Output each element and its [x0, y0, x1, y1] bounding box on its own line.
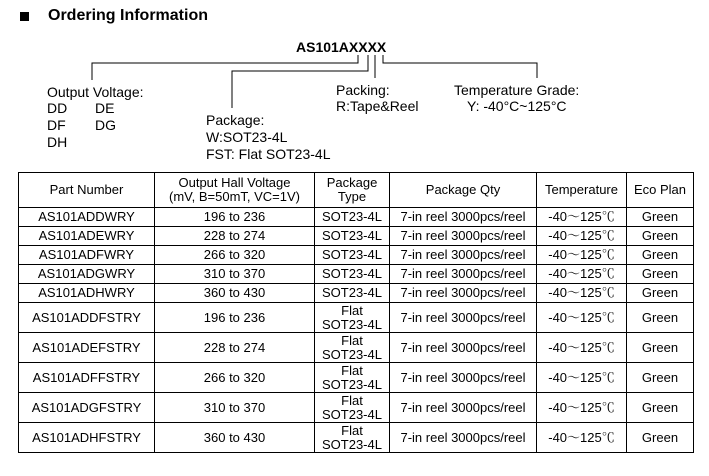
- package-label: Package:: [206, 112, 265, 128]
- package-qty-cell: 7-in reel 3000pcs/reel: [390, 333, 537, 363]
- voltage-cell: 228 to 274: [155, 227, 315, 246]
- package-type-cell: [315, 333, 390, 363]
- eco-plan-cell: Green: [627, 208, 694, 227]
- package-type-line2: SOT23-4L: [322, 346, 382, 362]
- packing-label: Packing:: [336, 82, 390, 98]
- eco-plan-cell: Green: [627, 284, 694, 303]
- part-number-cell: AS101ADGWRY: [19, 265, 155, 284]
- temperature-cell: -40～125℃: [537, 393, 627, 423]
- temperature-grade-option-y: Y: -40°C~125°C: [467, 98, 567, 114]
- eco-plan-cell: Green: [627, 227, 694, 246]
- package-type-cell: SOT23-4L: [315, 227, 390, 246]
- temperature-cell: -40～125℃: [537, 246, 627, 265]
- header-package-qty: Package Qty: [390, 173, 537, 208]
- temperature-grade-label: Temperature Grade:: [454, 82, 580, 98]
- header-part-number: Part Number: [19, 173, 155, 208]
- temperature-cell: -40～125℃: [537, 265, 627, 284]
- temperature-cell: -40～125℃: [537, 303, 627, 333]
- temperature-cell: -40～125℃: [537, 284, 627, 303]
- voltage-option-dh: DH: [47, 134, 68, 150]
- header-output-hall-voltage: [155, 173, 315, 208]
- voltage-option-dd: DD: [47, 100, 68, 116]
- header-package-type: [315, 173, 390, 208]
- voltage-option-dg: DG: [95, 117, 116, 133]
- voltage-option-df: DF: [47, 117, 66, 133]
- package-type-cell: SOT23-4L: [315, 246, 390, 265]
- package-qty-cell: 7-in reel 3000pcs/reel: [390, 208, 537, 227]
- output-voltage-label: Output Voltage:: [47, 84, 144, 100]
- eco-plan-cell: Green: [627, 363, 694, 393]
- eco-plan-cell: Green: [627, 303, 694, 333]
- package-type-line1: Flat: [341, 422, 363, 438]
- table-header-row: [19, 173, 694, 208]
- eco-plan-cell: Green: [627, 246, 694, 265]
- packing-option-r: R:Tape&Reel: [336, 98, 419, 114]
- part-number-cell: AS101ADEFSTRY: [19, 333, 155, 363]
- voltage-cell: 266 to 320: [155, 246, 315, 265]
- voltage-cell: 360 to 430: [155, 423, 315, 453]
- temperature-cell: -40～125℃: [537, 208, 627, 227]
- package-type-cell: [315, 303, 390, 333]
- package-qty-cell: 7-in reel 3000pcs/reel: [390, 303, 537, 333]
- eco-plan-cell: Green: [627, 393, 694, 423]
- package-qty-cell: 7-in reel 3000pcs/reel: [390, 363, 537, 393]
- package-qty-cell: 7-in reel 3000pcs/reel: [390, 393, 537, 423]
- voltage-cell: 228 to 274: [155, 333, 315, 363]
- table-row: [19, 284, 694, 303]
- table-row: [19, 246, 694, 265]
- package-type-cell: [315, 363, 390, 393]
- header-package-line2: Type: [337, 189, 367, 204]
- part-number-cell: AS101ADHFSTRY: [19, 423, 155, 453]
- part-number-cell: AS101ADGFSTRY: [19, 393, 155, 423]
- package-qty-cell: 7-in reel 3000pcs/reel: [390, 265, 537, 284]
- part-number-cell: AS101ADFWRY: [19, 246, 155, 265]
- table-row: [19, 423, 694, 453]
- package-type-line2: SOT23-4L: [322, 316, 382, 332]
- package-type-cell: [315, 393, 390, 423]
- temperature-cell: -40～125℃: [537, 227, 627, 246]
- table-row: [19, 333, 694, 363]
- table-row: [19, 208, 694, 227]
- package-option-fst: FST: Flat SOT23-4L: [206, 146, 331, 162]
- voltage-cell: 310 to 370: [155, 265, 315, 284]
- voltage-cell: 310 to 370: [155, 393, 315, 423]
- eco-plan-cell: Green: [627, 333, 694, 363]
- package-qty-cell: 7-in reel 3000pcs/reel: [390, 284, 537, 303]
- package-option-w: W:SOT23-4L: [206, 129, 288, 145]
- eco-plan-cell: Green: [627, 423, 694, 453]
- package-type-line1: Flat: [341, 302, 363, 318]
- package-type-cell: [315, 423, 390, 453]
- package-type-line1: Flat: [341, 392, 363, 408]
- header-package-line1: Package: [326, 175, 378, 190]
- voltage-option-de: DE: [95, 100, 115, 116]
- part-number-cell: AS101ADDFSTRY: [19, 303, 155, 333]
- voltage-cell: 266 to 320: [155, 363, 315, 393]
- table-row: [19, 265, 694, 284]
- voltage-cell: 360 to 430: [155, 284, 315, 303]
- package-type-cell: SOT23-4L: [315, 284, 390, 303]
- eco-plan-cell: Green: [627, 265, 694, 284]
- table-row: [19, 393, 694, 423]
- package-type-line2: SOT23-4L: [322, 436, 382, 452]
- package-type-line2: SOT23-4L: [322, 406, 382, 422]
- package-qty-cell: 7-in reel 3000pcs/reel: [390, 246, 537, 265]
- package-qty-cell: 7-in reel 3000pcs/reel: [390, 227, 537, 246]
- voltage-cell: 196 to 236: [155, 208, 315, 227]
- part-number-cell: AS101ADDWRY: [19, 208, 155, 227]
- table-row: [19, 303, 694, 333]
- table-row: [19, 227, 694, 246]
- table-row: [19, 363, 694, 393]
- package-type-line2: SOT23-4L: [322, 376, 382, 392]
- ordering-code: AS101AXXXX: [296, 39, 387, 55]
- header-voltage-line1: Output Hall Voltage: [178, 175, 291, 190]
- header-eco-plan: Eco Plan: [627, 173, 694, 208]
- temperature-cell: -40～125℃: [537, 333, 627, 363]
- temperature-cell: -40～125℃: [537, 423, 627, 453]
- header-temperature: Temperature: [537, 173, 627, 208]
- voltage-cell: 196 to 236: [155, 303, 315, 333]
- part-number-cell: AS101ADEWRY: [19, 227, 155, 246]
- ordering-table: [18, 172, 694, 453]
- header-voltage-line2: (mV, B=50mT, VC=1V): [168, 189, 300, 204]
- package-qty-cell: 7-in reel 3000pcs/reel: [390, 423, 537, 453]
- package-type-line1: Flat: [341, 332, 363, 348]
- part-number-cell: AS101ADFFSTRY: [19, 363, 155, 393]
- package-type-cell: SOT23-4L: [315, 265, 390, 284]
- package-type-line1: Flat: [341, 362, 363, 378]
- temperature-cell: -40～125℃: [537, 363, 627, 393]
- package-type-cell: SOT23-4L: [315, 208, 390, 227]
- part-number-cell: AS101ADHWRY: [19, 284, 155, 303]
- section-title: Ordering Information: [48, 7, 208, 24]
